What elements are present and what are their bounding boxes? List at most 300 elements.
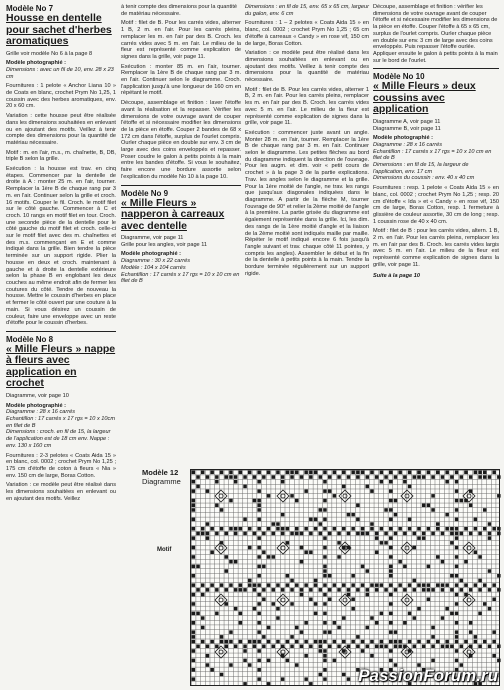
filled-cell bbox=[290, 494, 294, 498]
filled-cell bbox=[295, 626, 299, 630]
filled-cell bbox=[328, 588, 332, 592]
filled-cell bbox=[239, 583, 243, 587]
flower-motif bbox=[401, 490, 413, 502]
model-10-photo-label: Modèle photographié : bbox=[373, 135, 433, 142]
filled-cell bbox=[375, 645, 379, 649]
filled-cell bbox=[192, 635, 196, 639]
model-10-dimensions: Dimensions : en fil de 15, la largeur de l'application, env. 17 cm bbox=[373, 162, 469, 175]
filled-cell bbox=[257, 471, 261, 475]
filled-cell bbox=[257, 621, 261, 625]
filled-cell bbox=[497, 588, 501, 592]
filled-cell bbox=[192, 518, 196, 522]
filled-cell bbox=[192, 489, 196, 493]
filled-cell bbox=[248, 583, 252, 587]
col3-motif: Motif : filet de B. Pour les carrés vides, alterner 1 B, 2 m. en l'air. Pour les carrés pleins, remplacer les m. en l'air par des B. Croch. les carrés vides avec 5 m. en l'air. Le milieu de la fleur est représenté comme explication de signes dans la grille, voir page 11. bbox=[245, 86, 369, 127]
filled-cell bbox=[272, 532, 276, 536]
flower-center bbox=[405, 546, 409, 550]
filled-cell bbox=[196, 485, 200, 489]
filled-cell bbox=[380, 583, 384, 587]
filled-cell bbox=[304, 640, 308, 644]
filled-cell bbox=[408, 612, 412, 616]
filled-cell bbox=[309, 598, 313, 602]
filled-cell bbox=[445, 640, 449, 644]
col2-motif: Motif : filet de B. Pour les carrés vides, alterner 1 B, 2 m. en l'air. Pour les carrés pleins, remplacer les m. en l'air par des B. Croch. les carrés vides avec 5 m. en l'air. Le milieu de la fleur est représenté comme explication de signes dans la grille, voir page 11. bbox=[121, 20, 241, 60]
filled-cell bbox=[483, 583, 487, 587]
filled-cell bbox=[366, 569, 370, 573]
filled-cell bbox=[323, 583, 327, 587]
flower-center bbox=[281, 598, 285, 602]
filled-cell bbox=[483, 640, 487, 644]
filled-cell bbox=[342, 527, 346, 531]
filled-cell bbox=[394, 588, 398, 592]
filled-cell bbox=[333, 640, 337, 644]
filled-cell bbox=[276, 527, 280, 531]
filled-cell bbox=[281, 588, 285, 592]
filled-cell bbox=[460, 645, 464, 649]
model-8-gauge: Echantillon : 17 carrés x 17 rgs = 10 x 10cm en filet de B bbox=[6, 416, 115, 429]
filled-cell bbox=[455, 612, 459, 616]
filled-cell bbox=[243, 518, 247, 522]
model-10-number: Modèle No 10 bbox=[373, 72, 425, 82]
filled-cell bbox=[210, 668, 214, 672]
filled-cell bbox=[431, 494, 435, 498]
filled-cell bbox=[309, 551, 313, 555]
filled-cell bbox=[290, 588, 294, 592]
filled-cell bbox=[229, 499, 233, 503]
filled-cell bbox=[281, 677, 285, 681]
filled-cell bbox=[243, 475, 247, 479]
model-8-dimensions: Dimensions : croch. en fil de 15, la largeur de l'application est de 18 cm env. Nappe : env. 130 x 160 cm bbox=[6, 429, 111, 449]
filled-cell bbox=[248, 579, 252, 583]
filled-cell bbox=[243, 485, 247, 489]
model-9-gauge: Echantillon : 17 carrés x 17 rgs = 10 x 10 cm en filet de B bbox=[121, 271, 240, 285]
filled-cell bbox=[469, 532, 473, 536]
filled-cell bbox=[295, 583, 299, 587]
model-10-motif: Motif : filet de B : pour les carrés vides, altern. 1 B, 2 m. en l'air. Pour les carrés pleins, remplacer les m. en l'air par des B. Croch. les carrés vides largis avec 5 m. en l'air. Le milieu de la fleur est représenté comme explication de signes dans la grille, voir page 11. bbox=[373, 228, 499, 268]
filled-cell bbox=[337, 475, 341, 479]
filled-cell bbox=[192, 499, 196, 503]
model-9-model-size: Modèle : 104 x 104 carrés bbox=[121, 264, 186, 271]
filled-cell bbox=[394, 532, 398, 536]
filled-cell bbox=[445, 607, 449, 611]
model-7-dimensions: Dimensions : avec un fil de 10, env. 28 x 23 cm bbox=[6, 66, 114, 80]
filled-cell bbox=[196, 475, 200, 479]
filled-cell bbox=[356, 635, 360, 639]
model-7-variation: Variation : cette housse peut être réalisée dans les dimensions souhaitées en enlevant ou en ajoutant des motifs. Veillez à tenir compte des dimensions pour la quantité de matériau nécessaire. bbox=[6, 113, 116, 146]
filled-cell bbox=[380, 612, 384, 616]
filled-cell bbox=[323, 593, 327, 597]
filled-cell bbox=[281, 513, 285, 517]
filled-cell bbox=[455, 546, 459, 550]
model-10-cushion-size: Dimensions du coussin : env. 40 x 40 cm bbox=[373, 175, 475, 182]
filled-cell bbox=[192, 649, 196, 653]
flower-center bbox=[343, 598, 347, 602]
filled-cell bbox=[290, 579, 294, 583]
filled-cell bbox=[248, 546, 252, 550]
filled-cell bbox=[474, 583, 478, 587]
filled-cell bbox=[323, 649, 327, 653]
filled-cell bbox=[248, 471, 252, 475]
filled-cell bbox=[206, 475, 210, 479]
filled-cell bbox=[267, 555, 271, 559]
flower-center bbox=[405, 494, 409, 498]
filled-cell bbox=[319, 522, 323, 526]
flower-center bbox=[467, 598, 471, 602]
filled-cell bbox=[474, 471, 478, 475]
filled-cell bbox=[295, 527, 299, 531]
diagram-subtitle: Diagramme bbox=[142, 476, 181, 486]
filled-cell bbox=[478, 579, 482, 583]
filled-cell bbox=[300, 546, 304, 550]
filled-cell bbox=[351, 527, 355, 531]
filled-cell bbox=[272, 522, 276, 526]
filled-cell bbox=[361, 532, 365, 536]
filled-cell bbox=[192, 621, 196, 625]
filled-cell bbox=[210, 527, 214, 531]
filled-cell bbox=[347, 677, 351, 681]
filled-cell bbox=[192, 504, 196, 508]
filled-cell bbox=[394, 630, 398, 634]
filled-cell bbox=[257, 630, 261, 634]
filled-cell bbox=[455, 593, 459, 597]
filled-cell bbox=[375, 532, 379, 536]
filled-cell bbox=[413, 588, 417, 592]
filled-cell bbox=[234, 588, 238, 592]
filled-cell bbox=[210, 471, 214, 475]
filled-cell bbox=[290, 602, 294, 606]
filled-cell bbox=[276, 583, 280, 587]
filled-cell bbox=[389, 480, 393, 484]
filled-cell bbox=[445, 527, 449, 531]
filled-cell bbox=[366, 485, 370, 489]
filled-cell bbox=[441, 475, 445, 479]
filled-cell bbox=[408, 640, 412, 644]
filled-cell bbox=[455, 480, 459, 484]
filled-cell bbox=[492, 583, 496, 587]
filled-cell bbox=[253, 607, 257, 611]
filled-cell bbox=[384, 475, 388, 479]
filled-cell bbox=[351, 583, 355, 587]
filled-cell bbox=[450, 574, 454, 578]
filled-cell bbox=[384, 541, 388, 545]
column-2 bbox=[121, 4, 241, 285]
filled-cell bbox=[319, 649, 323, 653]
filled-cell bbox=[215, 532, 219, 536]
filled-cell bbox=[201, 583, 205, 587]
filled-cell bbox=[356, 532, 360, 536]
filled-cell bbox=[398, 527, 402, 531]
diagram-heading bbox=[142, 469, 181, 486]
filled-cell bbox=[225, 588, 229, 592]
model-8-grid-ref: Diagramme, voir page 10 bbox=[6, 392, 69, 399]
model-8-variation: Variation : ce modèle peut être réalisé dans les dimensions souhaitées en enlevant ou en ajoutant des motifs. Veillez bbox=[6, 482, 116, 502]
filled-cell bbox=[253, 499, 257, 503]
filled-cell bbox=[281, 475, 285, 479]
filled-cell bbox=[483, 475, 487, 479]
filled-cell bbox=[361, 649, 365, 653]
filled-cell bbox=[370, 583, 374, 587]
filled-cell bbox=[196, 565, 200, 569]
filled-cell bbox=[394, 499, 398, 503]
filled-cell bbox=[243, 645, 247, 649]
model-9-title: « Mille Fleurs » napperon à carreaux avec dentelle bbox=[121, 196, 225, 232]
filled-cell bbox=[413, 645, 417, 649]
filled-cell bbox=[417, 536, 421, 540]
filled-cell bbox=[257, 499, 261, 503]
filled-cell bbox=[196, 645, 200, 649]
filled-cell bbox=[413, 579, 417, 583]
filled-cell bbox=[229, 640, 233, 644]
filled-cell bbox=[337, 541, 341, 545]
filled-cell bbox=[262, 551, 266, 555]
filled-cell bbox=[234, 607, 238, 611]
filled-cell bbox=[403, 565, 407, 569]
filled-cell bbox=[469, 504, 473, 508]
filled-cell bbox=[192, 583, 196, 587]
model-7-supplies: Fournitures : 1 pelote « Anchor Liana 10 » de Coats en blanc, crochet Prym No 1,25, 1 coussin avec des herbes aromatiques, env. 20 x 60 cm. bbox=[6, 83, 116, 110]
filled-cell bbox=[300, 560, 304, 564]
filled-cell bbox=[290, 635, 294, 639]
filled-cell bbox=[196, 612, 200, 616]
filled-cell bbox=[337, 555, 341, 559]
filled-cell bbox=[192, 612, 196, 616]
filled-cell bbox=[455, 532, 459, 536]
filled-cell bbox=[328, 489, 332, 493]
filled-cell bbox=[192, 555, 196, 559]
filled-cell bbox=[488, 569, 492, 573]
filled-cell bbox=[380, 480, 384, 484]
filled-cell bbox=[356, 471, 360, 475]
filled-cell bbox=[488, 522, 492, 526]
filled-cell bbox=[323, 489, 327, 493]
flower-center bbox=[219, 494, 223, 498]
filled-cell bbox=[342, 471, 346, 475]
filled-cell bbox=[323, 565, 327, 569]
filled-cell bbox=[469, 475, 473, 479]
filled-cell bbox=[239, 621, 243, 625]
filled-cell bbox=[380, 640, 384, 644]
filled-cell bbox=[267, 659, 271, 663]
model-10-diagram-size: Diagramme : 28 x 16 carrés bbox=[373, 141, 443, 148]
filled-cell bbox=[389, 569, 393, 573]
filled-cell bbox=[361, 583, 365, 587]
filled-cell bbox=[267, 471, 271, 475]
filled-cell bbox=[460, 532, 464, 536]
filled-cell bbox=[314, 602, 318, 606]
column-1 bbox=[6, 4, 116, 502]
filled-cell bbox=[323, 602, 327, 606]
model-8-number: Modèle No 8 bbox=[6, 334, 54, 344]
filled-cell bbox=[450, 541, 454, 545]
filled-cell bbox=[234, 645, 238, 649]
filled-cell bbox=[413, 532, 417, 536]
filled-cell bbox=[427, 565, 431, 569]
filled-cell bbox=[225, 645, 229, 649]
filled-cell bbox=[417, 583, 421, 587]
filled-cell bbox=[375, 551, 379, 555]
filled-cell bbox=[300, 588, 304, 592]
filled-cell bbox=[192, 640, 196, 644]
filled-cell bbox=[225, 555, 229, 559]
filled-cell bbox=[257, 555, 261, 559]
filled-cell bbox=[210, 640, 214, 644]
filled-cell bbox=[314, 579, 318, 583]
filled-cell bbox=[356, 475, 360, 479]
filled-cell bbox=[225, 569, 229, 573]
filled-cell bbox=[389, 546, 393, 550]
filled-cell bbox=[389, 536, 393, 540]
model-8-diagram-size: Diagramme : 28 x 16 carrés bbox=[6, 409, 76, 416]
filled-cell bbox=[328, 598, 332, 602]
filled-cell bbox=[262, 588, 266, 592]
filled-cell bbox=[253, 583, 257, 587]
filled-cell bbox=[351, 640, 355, 644]
filled-cell bbox=[323, 471, 327, 475]
filled-cell bbox=[319, 673, 323, 677]
filled-cell bbox=[366, 626, 370, 630]
filled-cell bbox=[356, 518, 360, 522]
col3-variation: Variation : ce modèle peut être réalisé dans les dimensions souhaitées en enlevant ou en ajoutant des motifs. Veillez à tenir compte des dimensions pour la quantité de matériau nécessaire. bbox=[245, 50, 369, 84]
filled-cell bbox=[474, 518, 478, 522]
filled-cell bbox=[206, 532, 210, 536]
filled-cell bbox=[427, 598, 431, 602]
filled-cell bbox=[337, 626, 341, 630]
filled-cell bbox=[323, 569, 327, 573]
filled-cell bbox=[295, 499, 299, 503]
model-10-grid-ref: Diagramme A, voir page 11 bbox=[373, 118, 441, 125]
filled-cell bbox=[370, 640, 374, 644]
filled-cell bbox=[234, 560, 238, 564]
filled-cell bbox=[389, 471, 393, 475]
filled-cell bbox=[497, 645, 501, 649]
filled-cell bbox=[342, 616, 346, 620]
filled-cell bbox=[436, 527, 440, 531]
filled-cell bbox=[309, 682, 313, 686]
filled-cell bbox=[281, 527, 285, 531]
filled-cell bbox=[384, 588, 388, 592]
filled-cell bbox=[384, 645, 388, 649]
filled-cell bbox=[455, 621, 459, 625]
filled-cell bbox=[229, 475, 233, 479]
filled-cell bbox=[323, 536, 327, 540]
filled-cell bbox=[309, 532, 313, 536]
filled-cell bbox=[394, 645, 398, 649]
filled-cell bbox=[192, 480, 196, 484]
filled-cell bbox=[450, 612, 454, 616]
filled-cell bbox=[290, 532, 294, 536]
filled-cell bbox=[337, 532, 341, 536]
filled-cell bbox=[276, 616, 280, 620]
filled-cell bbox=[455, 471, 459, 475]
filled-cell bbox=[290, 475, 294, 479]
filled-cell bbox=[309, 518, 313, 522]
filled-cell bbox=[464, 640, 468, 644]
filled-cell bbox=[328, 630, 332, 634]
filled-cell bbox=[262, 598, 266, 602]
filled-cell bbox=[389, 508, 393, 512]
filled-cell bbox=[328, 574, 332, 578]
filled-cell bbox=[455, 602, 459, 606]
filled-cell bbox=[488, 607, 492, 611]
filled-cell bbox=[342, 485, 346, 489]
filled-cell bbox=[323, 668, 327, 672]
filled-cell bbox=[347, 645, 351, 649]
filled-cell bbox=[403, 532, 407, 536]
flower-center bbox=[219, 546, 223, 550]
filled-cell bbox=[398, 560, 402, 564]
model-8-supplies: Fournitures : 2-3 pelotes « Coats Aida 15 » en blanc, col. 0002 ; crochet Prym No 1,25 ; 175 cm d'étoffe de coton à fleurs « Nia » env. 150 cm de large, Boras Cotton. bbox=[6, 452, 116, 479]
model-9-grid-ref-2: Grille pour les angles, voir page 11 bbox=[121, 241, 208, 248]
model-9-grid-ref: Diagramme, voir page 11 bbox=[121, 235, 184, 242]
filled-cell bbox=[257, 565, 261, 569]
filled-cell bbox=[455, 635, 459, 639]
filled-cell bbox=[215, 475, 219, 479]
filled-cell bbox=[196, 588, 200, 592]
filled-cell bbox=[229, 560, 233, 564]
flower-center bbox=[219, 650, 223, 654]
filled-cell bbox=[478, 471, 482, 475]
filled-cell bbox=[267, 626, 271, 630]
filled-cell bbox=[262, 475, 266, 479]
filled-cell bbox=[450, 532, 454, 536]
filled-cell bbox=[389, 565, 393, 569]
diagram-pattern bbox=[191, 470, 501, 687]
filled-cell bbox=[257, 527, 261, 531]
filled-cell bbox=[323, 480, 327, 484]
filled-cell bbox=[431, 659, 435, 663]
filled-cell bbox=[389, 659, 393, 663]
filled-cell bbox=[309, 471, 313, 475]
filled-cell bbox=[243, 532, 247, 536]
filled-cell bbox=[380, 645, 384, 649]
filled-cell bbox=[319, 475, 323, 479]
filled-cell bbox=[229, 583, 233, 587]
filled-cell bbox=[257, 659, 261, 663]
filled-cell bbox=[370, 522, 374, 526]
filled-cell bbox=[243, 659, 247, 663]
filled-cell bbox=[319, 640, 323, 644]
filled-cell bbox=[272, 588, 276, 592]
filled-cell bbox=[225, 602, 229, 606]
filled-cell bbox=[333, 621, 337, 625]
filled-cell bbox=[422, 645, 426, 649]
filled-cell bbox=[384, 532, 388, 536]
filled-cell bbox=[333, 494, 337, 498]
filled-cell bbox=[464, 583, 468, 587]
diagram-title: Modèle 12 bbox=[142, 468, 179, 477]
filled-cell bbox=[389, 621, 393, 625]
crochet-diagram bbox=[190, 469, 500, 686]
filled-cell bbox=[253, 532, 257, 536]
filled-cell bbox=[337, 645, 341, 649]
filled-cell bbox=[201, 640, 205, 644]
col3-supplies: Fournitures : 1 – 2 pelotes « Coats Aida 15 » en blanc, col. 0002 ; crochet Prym No 1,25 ; 65 cm d'étoffe à carreaux « Candy » en rose vif, 150 cm de large, Boras Cotton. bbox=[245, 20, 369, 47]
filled-cell bbox=[323, 612, 327, 616]
filled-cell bbox=[375, 536, 379, 540]
col3-dimensions: Dimensions : en fil de 15, env. 65 x 65 cm, largeur du galon, env. 6 cm bbox=[245, 4, 369, 17]
filled-cell bbox=[206, 663, 210, 667]
flower-motif bbox=[215, 490, 227, 502]
filled-cell bbox=[206, 588, 210, 592]
filled-cell bbox=[319, 588, 323, 592]
filled-cell bbox=[497, 527, 501, 531]
filled-cell bbox=[229, 630, 233, 634]
filled-cell bbox=[257, 518, 261, 522]
model-8-title: « Mille Fleurs » nappe à fleurs avec application en crochet bbox=[6, 342, 116, 390]
filled-cell bbox=[253, 645, 257, 649]
filled-cell bbox=[290, 471, 294, 475]
filled-cell bbox=[220, 583, 224, 587]
